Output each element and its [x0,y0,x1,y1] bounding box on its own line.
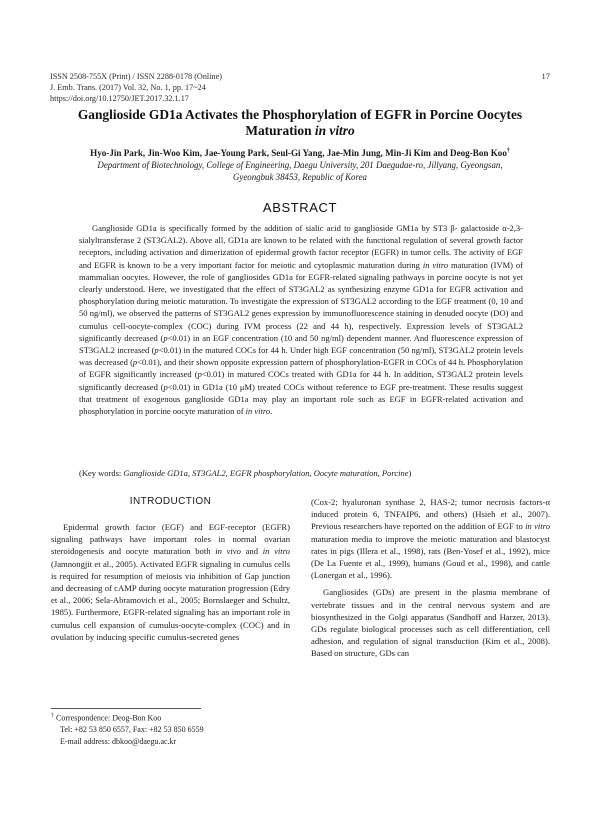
keywords [79,467,523,479]
footnote-phone: Tel: +82 53 850 6557, Fax: +82 53 850 6559 [60,725,204,735]
keywords-close: ) [408,468,412,478]
intro-paragraph [311,586,550,659]
author-list [45,145,555,159]
abstract-paragraph [79,222,523,417]
doi-link[interactable]: https://doi.org/10.12750/JET.2017.32.1.17 [50,94,189,103]
paper-title [45,107,555,139]
intro-italic: in vitro [262,546,290,557]
abstract-text: <0.01) in the matured COCs for 44 h. Under high EGF concentration (50 ng/ml), ST3GAL2 protein levels was decreased ( [79,345,524,368]
abstract-italic: in vitro [422,259,449,270]
affiliation-line-2: Gyeongbuk 38453, Republic of Korea [233,172,367,183]
abstract-text: <0.01) in matured COCs treated with GD1a for 44 h. In addition, ST3GAL2 protein levels significantly decreased ( [79,369,523,392]
abstract-text: Ganglioside GD1a is specifically formed by the addition of sialic acid to ganglioside GM1a by ST3 β- galactoside α-2,3-sialyltransferase 2 (ST3GAL2). Above all, GD1a are known to be related with the functional regulation of several growth factor receptors, including activation and dimerization of epidermal growth factor receptor (EGFR) in tumor cells. The activity of EGF and EGFR is known to be a very important factor for meiotic and cytoplasmic maturation during [79,223,523,270]
abstract-text: <0.01) in an EGF concentration (10 and 50 ng/ml) dependent manner. And fluorescence expression of ST3GAL2 increased ( [79,332,523,356]
footnote-mark: † [51,713,54,719]
introduction-heading: INTRODUCTION [129,496,212,507]
abstract-italic: p [132,357,138,368]
title-italic: in vitro [314,123,355,138]
abstract-italic: in vitro [245,406,271,417]
title-line-1: Ganglioside GD1a Activates the Phosphorylation of EGFR in Porcine Oocytes [77,107,523,122]
intro-right-column [311,496,550,660]
intro-text: Gangliosides (GDs) are present in the plasma membrane of vertebrate tissues and in the central nervous system and are biosynthesized in the Golgi apparatus (Sandhoff and Harzer, 2013). GDs regulate biological processes such as cell differentiation, cell adhesion, and regulation of signal transduction (Kim et al., 2008). Based on structure, GDs can [311,587,550,659]
abstract-italic: p [163,332,168,343]
intro-paragraph [311,496,550,581]
abstract-text: . [270,406,273,417]
abstract-italic: p [197,369,202,380]
intro-italic: in vivo [215,546,241,557]
intro-paragraph [51,521,290,643]
footnote-email[interactable]: E-mail address: dbkoo@daegu.ac.kr [60,736,177,746]
abstract-italic: p [154,345,159,356]
issn-line: ISSN 2508-755X (Print) / ISSN 2288-0178 (Online) [50,72,222,81]
title-line-2: Maturation [245,123,315,138]
abstract-body [79,222,523,417]
keywords-value: Ganglioside GD1a, ST3GAL2, EGFR phosphorylation, Oocyte maturation, Porcine [123,468,409,478]
footnote-divider [51,708,201,709]
journal-citation: J. Emb. Trans. (2017) Vol. 32, No. 1, pp. 17~24 [50,83,206,92]
page-number: 17 [541,71,550,81]
intro-italic: in vitro [525,521,550,532]
intro-text: (Jamnongjit et al., 2005). Activated EGFR signaling in cumulus cells is required for resumption of meiosis via inhibition of Gap junction and decreasing of cAMP during oocyte maturation progression (Edry et al., 2006; Sela-Abramovich et al., 2005; Bornslaeger and Schultz, 1985). Furthermore, EGFR-related signaling has an important role in cumulus cell expansion of cumulus-oocyte-complex (COC) and in ovulation by inducing specific cumulus-secreted genes [51,558,290,642]
affiliation [70,159,530,184]
abstract-text: <0.01) in GD1a (10 μM) treated COCs without reference to EGF pre-treatment. These results suggest that treatment of exogenous ganglioside GD1a may play an important role such as EGF in EGFR-related activation and phosphorylation in porcine oocyte maturation of [79,381,523,417]
intro-left-column [51,521,290,643]
authors-text: Hyo-Jin Park, Jin-Woo Kim, Jae-Young Park, Seul-Gi Yang, Jae-Min Jung, Min-Ji Kim and Deog-Bon Koo [90,148,507,159]
abstract-text: maturation (IVM) of mammalian oocytes. However, the role of gangliosides GD1a for EGFR-related signaling pathways in porcine oocyte is not yet clearly understood. Here, we investigated that the effect of ST3GAL2 as synthesizing enzyme GD1a for EGFR activation and phosphorylation during meiotic maturation. To investigate the expression of ST3GAL2 according to the EGF treatment (0, 10 and 50 ng/ml), we observed the patterns of ST3GAL2 genes expression by immunofluorescence staining in denuded oocyte (DO) and cumulus cell-oocyte-complex (COC) during IVM process (22 and 44 h), respectively. Expression levels of ST3GAL2 significantly decreased ( [79,259,523,343]
intro-text: and [240,546,263,557]
correspondence-text: Correspondence: Deog-Bon Koo [54,713,162,723]
intro-text: (Cox-2; hyaluronan synthase 2, HAS-2; tumor necrosis factors-α induced protein 6, TNFAIP6, and others) (Hsieh et al., 2007). Previous researchers have reported on the addition of EGF to [311,497,550,532]
abstract-heading: ABSTRACT [262,200,338,215]
affiliation-line-1: Department of Biotechnology, College of Engineering, Daegu University, 201 Daegudae-ro, Jillyang, Gyeongsan, [97,160,503,170]
correspondence-footnote [51,711,301,747]
corresponding-mark: † [506,148,510,154]
journal-header [50,71,550,104]
footnote-correspondence [51,711,301,724]
abstract-text: <0.01), and their shown opposite expression pattern of phosphorylation-EGFR in COCs of 44 h. Phosphorylation of EGFR significantly increased ( [79,357,523,380]
keywords-label: (Key words: [79,468,124,478]
abstract-italic: p [163,381,168,392]
intro-text: maturation media to improve the meiotic maturation and blastocyst rates in pigs (Illera et al., 1998), rats (Ben-Yosef et al., 1992), mice (De La Fuente et al., 1999), humans (Goud et al., 1998), and cattle (Lonergan et al., 1996). [311,533,550,581]
intro-text: Epidermal growth factor (EGF) and EGF-receptor (EGFR) signaling pathways have important roles in normal ovarian steroidogenesis and oocyte maturation both [51,522,290,557]
